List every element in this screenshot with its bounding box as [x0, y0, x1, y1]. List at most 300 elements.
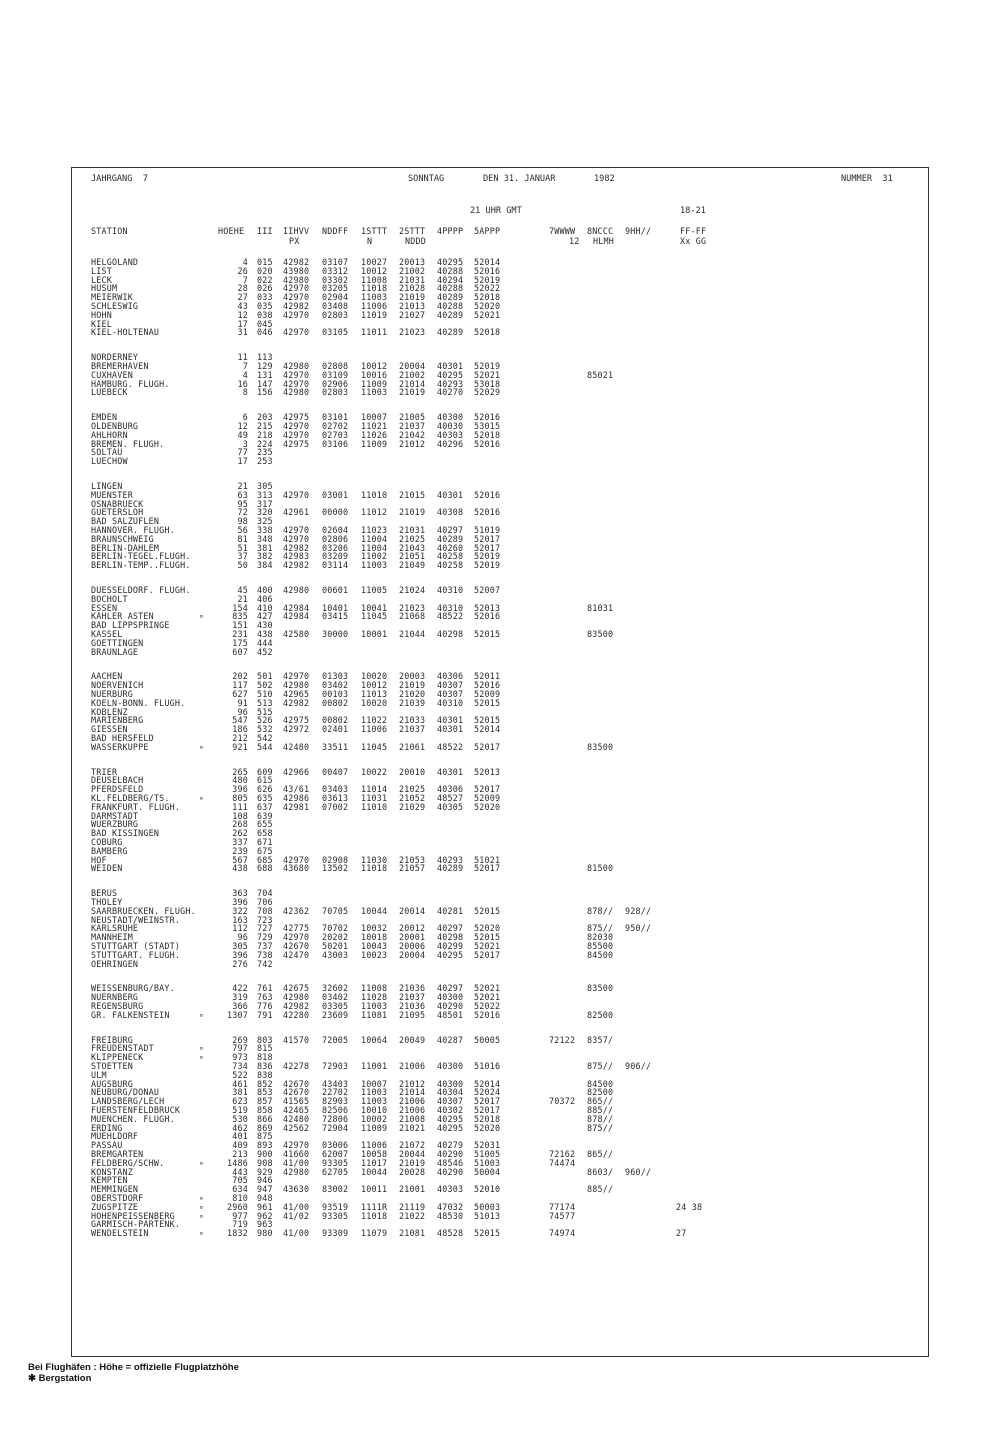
synop-group: 11006	[361, 1140, 388, 1150]
synop-group: 21033	[399, 715, 426, 725]
synop-group: 21013	[399, 301, 426, 311]
col-2sttt: 2STTT	[399, 226, 426, 236]
station-id: 776	[257, 1001, 273, 1011]
cloud-group: 81031	[587, 603, 614, 613]
synop-group: 43680	[283, 863, 310, 873]
station-name: HUSUM	[91, 283, 118, 293]
weather-group: 74974	[549, 1228, 576, 1238]
synop-group: 42982	[283, 543, 310, 553]
synop-group: 03101	[322, 412, 349, 422]
synop-group: 40297	[437, 983, 464, 993]
station-height: 17	[237, 319, 248, 329]
synop-group: 52017	[474, 1105, 501, 1115]
station-name: WENDELSTEIN	[91, 1228, 149, 1238]
synop-group: 11045	[361, 611, 388, 621]
synop-group: 62007	[322, 1149, 349, 1159]
station-id: 852	[257, 1079, 273, 1089]
station-id: 815	[257, 1043, 273, 1053]
station-name: BREMERHAVEN	[91, 361, 149, 371]
synop-group: 01303	[322, 671, 349, 681]
synop-group: 40290	[437, 1001, 464, 1011]
synop-group: 40030	[437, 421, 464, 431]
station-id: 320	[257, 507, 273, 517]
station-height: 3	[242, 439, 248, 449]
col-hlmh: HLMH	[593, 236, 614, 246]
synop-group: 52029	[474, 387, 501, 397]
synop-group: 33511	[322, 742, 349, 752]
synop-group: 41/00	[283, 1228, 310, 1238]
synop-group: 11028	[361, 992, 388, 1002]
col-iii: III	[257, 226, 273, 236]
synop-group: 10012	[361, 361, 388, 371]
station-height: 396	[232, 950, 248, 960]
station-height: 366	[232, 1001, 248, 1011]
station-name: WASSERKUPPE	[91, 742, 149, 752]
synop-group: 52018	[474, 327, 501, 337]
station-height: 117	[232, 680, 248, 690]
synop-group: 42970	[283, 310, 310, 320]
synop-group: 51016	[474, 1061, 501, 1071]
synop-group: 21028	[399, 283, 426, 293]
synop-group: 70705	[322, 906, 349, 916]
cloud-group: 865//	[587, 1149, 614, 1159]
station-height: 363	[232, 888, 248, 898]
station-id: 708	[257, 906, 273, 916]
station-id: 615	[257, 775, 273, 785]
synop-group: 11009	[361, 1123, 388, 1133]
synop-group: 41/02	[283, 1211, 310, 1221]
synop-group: 21025	[399, 784, 426, 794]
synop-group: 48501	[437, 1010, 464, 1020]
station-name: BERUS	[91, 888, 118, 898]
cloud-group: 875//	[587, 1123, 614, 1133]
station-name: NEUBURG/DONAU	[91, 1087, 160, 1097]
station-height: 239	[232, 846, 248, 856]
station-name: SCHLESWIG	[91, 301, 139, 311]
synop-group: 03403	[322, 784, 349, 794]
cloud-group: 878//	[587, 906, 614, 916]
synop-group: 20049	[399, 1035, 426, 1045]
year-label: 1982	[594, 174, 615, 184]
station-height: 96	[237, 932, 248, 942]
station-id: 015	[257, 257, 273, 267]
station-height: 4	[242, 370, 248, 380]
synop-group: 42980	[283, 275, 310, 285]
synop-group: 21002	[399, 370, 426, 380]
synop-group: 52016	[474, 490, 501, 500]
synop-group: 21051	[399, 551, 426, 561]
synop-group: 53018	[474, 379, 501, 389]
synop-group: 21002	[399, 266, 426, 276]
synop-group: 52009	[474, 793, 501, 803]
station-name: ESSEN	[91, 603, 118, 613]
synop-group: 42983	[283, 551, 310, 561]
synop-group: 52014	[474, 1079, 501, 1089]
station-name: KAHLER ASTEN	[91, 611, 154, 621]
station-id: 900	[257, 1149, 273, 1159]
synop-group: 52019	[474, 361, 501, 371]
station-name: CUXHAVEN	[91, 370, 133, 380]
synop-group: 21068	[399, 611, 426, 621]
synop-group: 40290	[437, 1149, 464, 1159]
synop-group: 52019	[474, 560, 501, 570]
synop-group: 52015	[474, 629, 501, 639]
station-height: 438	[232, 863, 248, 873]
synop-group: 42972	[283, 724, 310, 734]
synop-group: 43980	[283, 266, 310, 276]
synop-group: 52020	[474, 802, 501, 812]
synop-group: 02806	[322, 534, 349, 544]
synop-group: 52019	[474, 275, 501, 285]
station-height: 805	[232, 793, 248, 803]
station-name: MEMMINGEN	[91, 1184, 139, 1194]
cloud-group: 875//	[587, 923, 614, 933]
synop-group: 40301	[437, 490, 464, 500]
station-id: 723	[257, 915, 273, 925]
synop-group: 40258	[437, 560, 464, 570]
synop-group: 43/61	[283, 784, 310, 794]
col-n: N	[367, 236, 373, 246]
station-id: 038	[257, 310, 273, 320]
station-height: 175	[232, 638, 248, 648]
station-id: 253	[257, 456, 273, 466]
station-height: 977	[232, 1211, 248, 1221]
synop-group: 40295	[437, 1114, 464, 1124]
synop-group: 52018	[474, 430, 501, 440]
station-id: 033	[257, 292, 273, 302]
col-iihvv: IIHVV	[283, 226, 310, 236]
station-id: 338	[257, 525, 273, 535]
synop-group: 21053	[399, 855, 426, 865]
synop-group: 40258	[437, 551, 464, 561]
col-nddd: NDDD	[405, 236, 426, 246]
station-name: GARMISCH-PARTENK.	[91, 1219, 181, 1229]
synop-group: 42970	[283, 292, 310, 302]
synop-group: 21019	[399, 1158, 426, 1168]
synop-group: 21057	[399, 863, 426, 873]
weather-group: 70372	[549, 1096, 576, 1106]
synop-group: 42970	[283, 283, 310, 293]
station-id: 382	[257, 551, 273, 561]
synop-group: 40288	[437, 301, 464, 311]
station-id: 948	[257, 1193, 273, 1203]
station-id: 818	[257, 1052, 273, 1062]
issue-number-label: NUMMER 31	[841, 174, 893, 184]
synop-group: 00103	[322, 689, 349, 699]
synop-group: 40303	[437, 1184, 464, 1194]
station-name: LUEBECK	[91, 387, 128, 397]
station-height: 973	[232, 1052, 248, 1062]
station-name: KASSEL	[91, 629, 123, 639]
synop-group: 21008	[399, 1114, 426, 1124]
synop-group: 40295	[437, 257, 464, 267]
synop-group: 40295	[437, 950, 464, 960]
synop-group: 82506	[322, 1105, 349, 1115]
weather-group: 77174	[549, 1202, 576, 1212]
synop-group: 10058	[361, 1149, 388, 1159]
station-height: 7	[242, 275, 248, 285]
station-height: 480	[232, 775, 248, 785]
synop-group: 21001	[399, 1184, 426, 1194]
synop-group: 48522	[437, 742, 464, 752]
synop-group: 40281	[437, 906, 464, 916]
station-id: 513	[257, 698, 273, 708]
cloud-group: 8357/	[587, 1035, 614, 1045]
station-id: 738	[257, 950, 273, 960]
synop-group: 82903	[322, 1096, 349, 1106]
station-name: MANNHEIM	[91, 932, 133, 942]
col-7wwww: 7WWWW	[549, 226, 576, 236]
station-height: 810	[232, 1193, 248, 1203]
synop-group: 42970	[283, 490, 310, 500]
station-height: 43	[237, 301, 248, 311]
station-name: FREIBURG	[91, 1035, 133, 1045]
cloud-group: 82500	[587, 1087, 614, 1097]
station-id: 727	[257, 923, 273, 933]
weather-group: 74474	[549, 1158, 576, 1168]
synop-group: 21024	[399, 585, 426, 595]
synop-group: 70702	[322, 923, 349, 933]
synop-group: 11022	[361, 715, 388, 725]
synop-group: 52021	[474, 370, 501, 380]
station-id: 946	[257, 1175, 273, 1185]
station-name: STOETTEN	[91, 1061, 133, 1071]
synop-group: 11023	[361, 525, 388, 535]
col-nddff: NDDFF	[322, 226, 349, 236]
station-name: ERDING	[91, 1123, 123, 1133]
synop-group: 47032	[437, 1202, 464, 1212]
station-height: 81	[237, 534, 248, 544]
station-id: 737	[257, 941, 273, 951]
station-id: 908	[257, 1158, 273, 1168]
station-height: 45	[237, 585, 248, 595]
station-height: 63	[237, 490, 248, 500]
synop-group: 00601	[322, 585, 349, 595]
station-height: 6	[242, 412, 248, 422]
station-name: KOBLENZ	[91, 707, 128, 717]
synop-group: 11031	[361, 793, 388, 803]
col-12: 12	[569, 236, 580, 246]
synop-group: 03408	[322, 301, 349, 311]
synop-group: 11003	[361, 1096, 388, 1106]
synop-group: 11005	[361, 585, 388, 595]
synop-group: 42982	[283, 301, 310, 311]
station-height: 28	[237, 283, 248, 293]
synop-group: 21029	[399, 802, 426, 812]
synop-group: 42970	[283, 370, 310, 380]
station-id: 129	[257, 361, 273, 371]
station-height: 627	[232, 689, 248, 699]
station-name: NORDERNEY	[91, 352, 139, 362]
station-id: 427	[257, 611, 273, 621]
station-name: OLDENBURG	[91, 421, 139, 431]
station-name: GUETERSLOH	[91, 507, 144, 517]
synop-group: 00000	[322, 507, 349, 517]
synop-group: 20028	[399, 1167, 426, 1177]
synop-group: 40301	[437, 715, 464, 725]
synop-group: 11003	[361, 560, 388, 570]
station-id: 963	[257, 1219, 273, 1229]
synop-group: 42470	[283, 950, 310, 960]
synop-group: 42775	[283, 923, 310, 933]
cloud-group: 885//	[587, 1184, 614, 1194]
station-height: 443	[232, 1167, 248, 1177]
synop-group: 21023	[399, 603, 426, 613]
synop-group: 11003	[361, 1001, 388, 1011]
synop-group: 02808	[322, 361, 349, 371]
station-name: KLIPPENECK	[91, 1052, 144, 1062]
weather-group: 72122	[549, 1035, 576, 1045]
station-height: 231	[232, 629, 248, 639]
cloud-height-group: 950//	[625, 923, 652, 933]
synop-group: 10023	[361, 950, 388, 960]
station-name: SOLTAU	[91, 447, 123, 457]
cloud-group: 84500	[587, 950, 614, 960]
station-id: 761	[257, 983, 273, 993]
station-height: 154	[232, 603, 248, 613]
station-height: 705	[232, 1175, 248, 1185]
station-id: 544	[257, 742, 273, 752]
synop-group: 10016	[361, 370, 388, 380]
station-id: 626	[257, 784, 273, 794]
synop-group: 10041	[361, 603, 388, 613]
date-label: DEN 31. JANUAR	[483, 174, 556, 184]
synop-group: 11019	[361, 310, 388, 320]
station-id: 858	[257, 1105, 273, 1115]
station-name: BERLIN-TEMP..FLUGH.	[91, 560, 191, 570]
synop-group: 40300	[437, 992, 464, 1002]
synop-group: 21036	[399, 1001, 426, 1011]
synop-group: 42670	[283, 941, 310, 951]
synop-group: 02604	[322, 525, 349, 535]
station-id: 022	[257, 275, 273, 285]
station-height: 519	[232, 1105, 248, 1115]
synop-group: 21036	[399, 983, 426, 993]
col-px: PX	[289, 236, 300, 246]
synop-group: 62705	[322, 1167, 349, 1177]
synop-group: 93305	[322, 1211, 349, 1221]
station-name: HAMBURG. FLUGH.	[91, 379, 170, 389]
station-height: 921	[232, 742, 248, 752]
synop-group: 11009	[361, 379, 388, 389]
synop-group: 40288	[437, 283, 464, 293]
synop-group: 02803	[322, 310, 349, 320]
synop-group: 42970	[283, 525, 310, 535]
station-height: 2960	[227, 1202, 248, 1212]
station-height: 409	[232, 1140, 248, 1150]
synop-group: 40310	[437, 698, 464, 708]
cloud-group: 878//	[587, 1114, 614, 1124]
station-name: NOERVENICH	[91, 680, 144, 690]
station-name: PFERDSFELD	[91, 784, 144, 794]
synop-group: 03109	[322, 370, 349, 380]
synop-group: 48530	[437, 1211, 464, 1221]
synop-group: 93309	[322, 1228, 349, 1238]
station-id: 803	[257, 1035, 273, 1045]
synop-group: 11010	[361, 802, 388, 812]
station-height: 31	[237, 327, 248, 337]
synop-group: 02702	[322, 421, 349, 431]
station-id: 675	[257, 846, 273, 856]
station-id: 637	[257, 802, 273, 812]
synop-group: 20004	[399, 361, 426, 371]
station-id: 147	[257, 379, 273, 389]
station-height: 21	[237, 594, 248, 604]
synop-group: 42480	[283, 1114, 310, 1124]
synop-group: 42970	[283, 534, 310, 544]
synop-group: 42980	[283, 1167, 310, 1177]
synop-group: 32602	[322, 983, 349, 993]
synop-group: 52018	[474, 1114, 501, 1124]
station-id: 502	[257, 680, 273, 690]
synop-group: 40298	[437, 629, 464, 639]
station-name: GIESSEN	[91, 724, 128, 734]
station-name: OBERSTDORF	[91, 1193, 144, 1203]
synop-group: 03312	[322, 266, 349, 276]
station-height: 634	[232, 1184, 248, 1194]
synop-group: 42278	[283, 1061, 310, 1071]
synop-group: 52021	[474, 992, 501, 1002]
cloud-group: 85500	[587, 941, 614, 951]
synop-group: 52016	[474, 1010, 501, 1020]
station-name: AACHEN	[91, 671, 123, 681]
synop-group: 21037	[399, 421, 426, 431]
mountain-station-marker: ∘	[199, 1211, 205, 1221]
station-id: 532	[257, 724, 273, 734]
synop-group: 40301	[437, 361, 464, 371]
station-height: 262	[232, 828, 248, 838]
station-name: BRAUNLAGE	[91, 647, 139, 657]
mountain-station-marker: ∘	[199, 1228, 205, 1238]
synop-group: 42982	[283, 698, 310, 708]
col-4pppp: 4PPPP	[437, 226, 464, 236]
station-name: WUERZBURG	[91, 819, 139, 829]
station-height: 51	[237, 543, 248, 553]
station-height: 212	[232, 733, 248, 743]
synop-group: 11018	[361, 863, 388, 873]
synop-group: 40310	[437, 585, 464, 595]
station-height: 151	[232, 620, 248, 630]
station-name: OSNABRUECK	[91, 499, 144, 509]
station-name: NEUSTADT/WEINSTR.	[91, 915, 181, 925]
synop-group: 21044	[399, 629, 426, 639]
synop-group: 10007	[361, 1079, 388, 1089]
synop-group: 40306	[437, 671, 464, 681]
synop-group: 21014	[399, 379, 426, 389]
synop-group: 03402	[322, 680, 349, 690]
station-id: 400	[257, 585, 273, 595]
station-name: BREMEN. FLUGH.	[91, 439, 165, 449]
synop-group: 11014	[361, 784, 388, 794]
col-5appp: 5APPP	[474, 226, 501, 236]
synop-group: 11004	[361, 543, 388, 553]
synop-group: 21005	[399, 412, 426, 422]
synop-group: 40289	[437, 310, 464, 320]
station-name: BREMGARTEN	[91, 1149, 144, 1159]
station-id: 026	[257, 283, 273, 293]
station-name: DEUSELBACH	[91, 775, 144, 785]
synop-group: 52018	[474, 292, 501, 302]
station-id: 763	[257, 992, 273, 1002]
synop-group: 41/00	[283, 1158, 310, 1168]
synop-group: 30000	[322, 629, 349, 639]
synop-group: 40296	[437, 439, 464, 449]
synop-group: 42362	[283, 906, 310, 916]
synop-group: 11002	[361, 551, 388, 561]
synop-group: 21119	[399, 1202, 426, 1212]
synop-group: 52022	[474, 283, 501, 293]
synop-group: 42975	[283, 439, 310, 449]
